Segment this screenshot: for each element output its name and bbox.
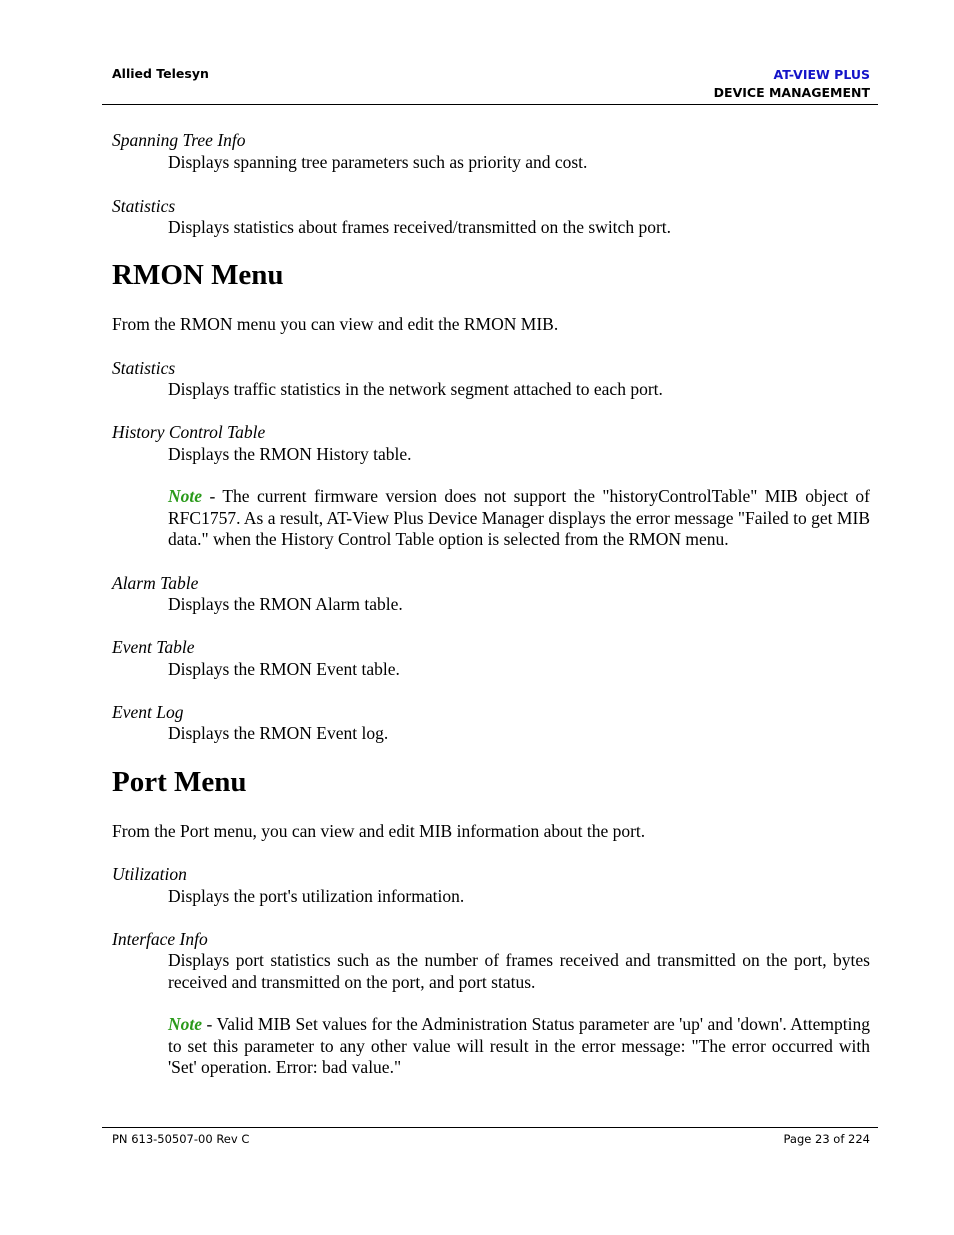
term-event-log: Event Log [112,702,184,722]
heading-port-menu: Port Menu [112,766,247,798]
header-section: DEVICE MANAGEMENT [713,85,870,100]
desc-spanning-tree-info: Displays spanning tree parameters such as priority and cost. [168,152,588,172]
term-history-control-table: History Control Table [112,422,266,442]
desc-alarm-table: Displays the RMON Alarm table. [168,594,403,614]
note-text: - Valid MIB Set values for the Administration Status parameter are 'up' and 'down'. Attempting to set this parameter to any other value will result in the error message: "The error occurred with 'Set' operation. Error: bad value." [168,1014,870,1077]
port-note [168,1014,870,1079]
footer-part-number: PN 613-50507-00 Rev C [112,1132,250,1146]
footer-page-number: Page 23 of 224 [783,1132,870,1146]
header-company: Allied Telesyn [112,66,209,81]
port-intro: From the Port menu, you can view and edit MIB information about the port. [112,821,646,841]
heading-rmon-menu: RMON Menu [112,259,284,291]
note-label: Note [168,1014,203,1034]
rmon-intro: From the RMON menu you can view and edit the RMON MIB. [112,314,559,334]
term-statistics: Statistics [112,196,176,216]
term-event-table: Event Table [112,637,195,657]
term-alarm-table: Alarm Table [112,573,199,593]
term-interface-info: Interface Info [112,929,208,949]
desc-statistics: Displays statistics about frames received/transmitted on the switch port. [168,217,672,237]
desc-utilization: Displays the port's utilization information. [168,886,465,906]
term-rmon-statistics: Statistics [112,358,176,378]
desc-history-control-table: Displays the RMON History table. [168,444,412,464]
header-titles [714,66,870,102]
note-text: - The current firmware version does not support the "historyControlTable" MIB object of RFC1757. As a result, AT-View Plus Device Manager displays the error message "Failed to get MIB data." when the History Control Table option is selected from the RMON menu. [168,486,870,549]
term-utilization: Utilization [112,864,187,884]
header-divider [102,104,878,105]
footer-divider [102,1127,878,1128]
desc-event-table: Displays the RMON Event table. [168,659,400,679]
header-product: AT-VIEW PLUS [773,67,870,82]
term-spanning-tree-info: Spanning Tree Info [112,130,246,150]
desc-event-log: Displays the RMON Event log. [168,723,389,743]
note-label: Note [168,486,203,506]
desc-interface-info: Displays port statistics such as the number of frames received and transmitted on the port, bytes received and transmitted on the port, and port status. [168,950,870,992]
desc-rmon-statistics: Displays traffic statistics in the network segment attached to each port. [168,379,663,399]
rmon-note [168,486,870,551]
